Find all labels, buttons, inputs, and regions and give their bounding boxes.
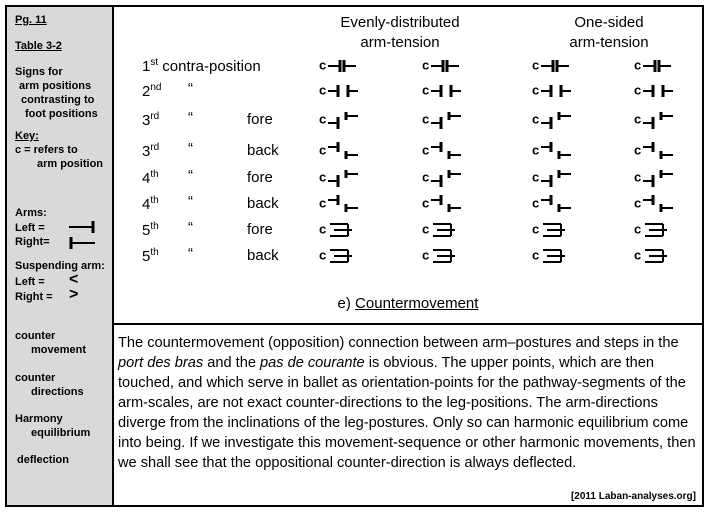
row-label: 5th <box>142 221 159 239</box>
notation-symbol-icon <box>641 81 681 101</box>
arms-title: Arms: <box>15 207 47 219</box>
c-marker: c <box>319 82 327 98</box>
notation-symbol-icon <box>326 194 366 214</box>
signs-line-2: arm positions <box>19 80 92 92</box>
notation-symbol-icon <box>539 246 579 266</box>
notation-cell <box>319 110 366 130</box>
notation-cell <box>532 81 579 101</box>
row-label: 5th <box>142 247 159 265</box>
row-label: 4th <box>142 195 159 213</box>
notation-symbol-icon <box>539 141 579 161</box>
notation-cell <box>532 110 579 130</box>
notation-symbol-icon <box>326 56 366 76</box>
notation-symbol-icon <box>641 168 681 188</box>
ditto-mark: “ <box>188 167 193 184</box>
caption-title: Countermovement <box>355 295 479 312</box>
signs-line-3: contrasting to <box>21 94 95 106</box>
notation-symbol-icon <box>641 56 681 76</box>
notation-cell <box>422 220 469 240</box>
row-sublabel: back <box>247 142 279 159</box>
notation-cell <box>422 246 469 266</box>
term-harmony-2: equilibrium <box>31 427 91 439</box>
right-arm-symbol-icon <box>67 235 97 251</box>
notation-symbol-icon <box>429 56 469 76</box>
c-marker: c <box>532 111 540 127</box>
notation-symbol-icon <box>326 246 366 266</box>
suspending-right-sym-icon: > <box>69 286 79 303</box>
notation-cell <box>634 168 681 188</box>
notation-cell <box>422 56 469 76</box>
notation-cell <box>422 141 469 161</box>
signs-line-1: Signs for <box>15 66 63 78</box>
suspending-right-label: Right = <box>15 291 53 303</box>
c-marker: c <box>422 221 430 237</box>
notation-symbol-icon <box>326 168 366 188</box>
c-marker: c <box>532 221 540 237</box>
ditto-mark: “ <box>188 140 193 157</box>
c-marker: c <box>422 57 430 73</box>
c-marker: c <box>422 111 430 127</box>
term-harmony-1: Harmony <box>15 413 63 425</box>
header-one-line-2: arm-tension <box>569 34 649 51</box>
notation-cell <box>422 168 469 188</box>
notation-cell <box>319 168 366 188</box>
notation-cell <box>634 141 681 161</box>
notation-symbol-icon <box>539 56 579 76</box>
notation-symbol-icon <box>429 220 469 240</box>
notation-symbol-icon <box>429 141 469 161</box>
term-counterdirections-2: directions <box>31 386 84 398</box>
row-sublabel: back <box>247 247 279 264</box>
caption-prefix: e) <box>337 295 356 312</box>
c-marker: c <box>422 247 430 263</box>
c-marker: c <box>634 142 642 158</box>
table-number: Table 3-2 <box>15 40 62 52</box>
notation-cell <box>532 56 579 76</box>
notation-symbol-icon <box>539 81 579 101</box>
header-one-sided <box>534 13 684 53</box>
page-frame <box>5 5 704 507</box>
page-number: Pg. 11 <box>15 14 47 26</box>
c-marker: c <box>319 111 327 127</box>
notation-cell <box>532 194 579 214</box>
c-marker: c <box>422 82 430 98</box>
header-even-line-2: arm-tension <box>360 34 440 51</box>
c-marker: c <box>634 82 642 98</box>
c-marker: c <box>422 169 430 185</box>
header-even-line-1: Evenly-distributed <box>340 14 460 31</box>
c-marker: c <box>532 247 540 263</box>
notation-symbol-icon <box>429 110 469 130</box>
notation-symbol-icon <box>641 220 681 240</box>
c-marker: c <box>634 195 642 211</box>
signs-line-4: foot positions <box>25 108 98 120</box>
c-marker: c <box>532 195 540 211</box>
notation-symbol-icon <box>326 141 366 161</box>
italic-term: pas de courante <box>260 355 365 371</box>
c-marker: c <box>532 142 540 158</box>
notation-symbol-icon <box>429 81 469 101</box>
ditto-mark: “ <box>188 245 193 262</box>
c-marker: c <box>319 169 327 185</box>
notation-cell <box>422 194 469 214</box>
row-sublabel: fore <box>247 221 273 238</box>
row-label: 1st contra-position <box>142 57 261 75</box>
c-marker: c <box>634 111 642 127</box>
c-marker: c <box>422 195 430 211</box>
term-deflection: deflection <box>17 454 69 466</box>
c-marker: c <box>634 247 642 263</box>
notation-cell <box>319 56 366 76</box>
notation-cell <box>532 141 579 161</box>
notation-cell <box>634 81 681 101</box>
row-label: 4th <box>142 169 159 187</box>
c-marker: c <box>319 247 327 263</box>
notation-symbol-icon <box>641 194 681 214</box>
notation-symbol-icon <box>429 168 469 188</box>
notation-cell <box>422 81 469 101</box>
suspending-left-sym-icon: < <box>69 271 79 288</box>
row-sublabel: back <box>247 195 279 212</box>
c-marker: c <box>319 142 327 158</box>
c-marker: c <box>532 169 540 185</box>
row-label: 3rd <box>142 142 160 160</box>
notation-symbol-icon <box>641 246 681 266</box>
notation-cell <box>634 56 681 76</box>
notation-symbol-icon <box>641 141 681 161</box>
notation-cell <box>634 194 681 214</box>
notation-cell <box>319 246 366 266</box>
ditto-mark: “ <box>188 219 193 236</box>
divider <box>114 323 702 325</box>
ditto-mark: “ <box>188 109 193 126</box>
sidebar <box>7 7 114 505</box>
c-marker: c <box>422 142 430 158</box>
main-content <box>114 7 702 505</box>
notation-cell <box>634 246 681 266</box>
suspending-left-label: Left = <box>15 276 45 288</box>
ditto-mark: “ <box>188 80 193 97</box>
notation-cell <box>634 220 681 240</box>
row-label: 2nd <box>142 82 162 100</box>
key-line-1: c = refers to <box>15 144 78 156</box>
notation-symbol-icon <box>641 110 681 130</box>
term-counterdirections-1: counter <box>15 372 56 384</box>
notation-cell <box>634 110 681 130</box>
left-arm-symbol-icon <box>67 219 97 235</box>
c-marker: c <box>634 221 642 237</box>
c-marker: c <box>634 57 642 73</box>
notation-cell <box>532 168 579 188</box>
credit: [2011 Laban-analyses.org] <box>570 491 696 502</box>
notation-symbol-icon <box>539 168 579 188</box>
notation-symbol-icon <box>429 194 469 214</box>
notation-cell <box>319 194 366 214</box>
notation-symbol-icon <box>539 110 579 130</box>
notation-symbol-icon <box>429 246 469 266</box>
notation-symbol-icon <box>326 81 366 101</box>
header-one-line-1: One-sided <box>574 14 644 31</box>
notation-cell <box>319 81 366 101</box>
row-sublabel: fore <box>247 169 273 186</box>
notation-symbol-icon <box>539 220 579 240</box>
key-line-2: arm position <box>37 158 104 170</box>
italic-term: port des bras <box>118 355 204 371</box>
arms-right-label: Right= <box>15 236 50 248</box>
notation-cell <box>532 220 579 240</box>
key-title: Key: <box>15 130 39 142</box>
section-caption <box>114 295 702 312</box>
notation-cell <box>319 141 366 161</box>
suspending-arm-title: Suspending arm: <box>15 260 105 272</box>
notation-cell <box>319 220 366 240</box>
notation-cell <box>422 110 469 130</box>
row-sublabel: fore <box>247 111 273 128</box>
term-countermovement-1: counter <box>15 330 56 342</box>
notation-symbol-icon <box>539 194 579 214</box>
c-marker: c <box>319 57 327 73</box>
ditto-mark: “ <box>188 193 193 210</box>
notation-symbol-icon <box>326 220 366 240</box>
c-marker: c <box>532 82 540 98</box>
arms-left-label: Left = <box>15 222 45 234</box>
body-paragraph: The countermovement (opposition) connection between arm–postures and steps in the port des bras and the pas de courante is obvious. The upper points, which are then touched, and which serve in ballet as orientation-points for the pathway-segments of the arm-scales, are not exact counter-directions to the leg-positions. The arm-directions diverge from the inclinations of the leg-postures. Only so can harmonic equilibrium come into being. If we investigate this movement-sequence or other harmonic movements, then we shall see that the oppositional counter-direction is always deflected. <box>118 335 696 471</box>
row-label: 3rd <box>142 111 160 129</box>
c-marker: c <box>319 221 327 237</box>
header-even <box>310 13 490 53</box>
c-marker: c <box>319 195 327 211</box>
c-marker: c <box>532 57 540 73</box>
notation-symbol-icon <box>326 110 366 130</box>
term-countermovement-2: movement <box>31 344 87 356</box>
c-marker: c <box>634 169 642 185</box>
notation-cell <box>532 246 579 266</box>
